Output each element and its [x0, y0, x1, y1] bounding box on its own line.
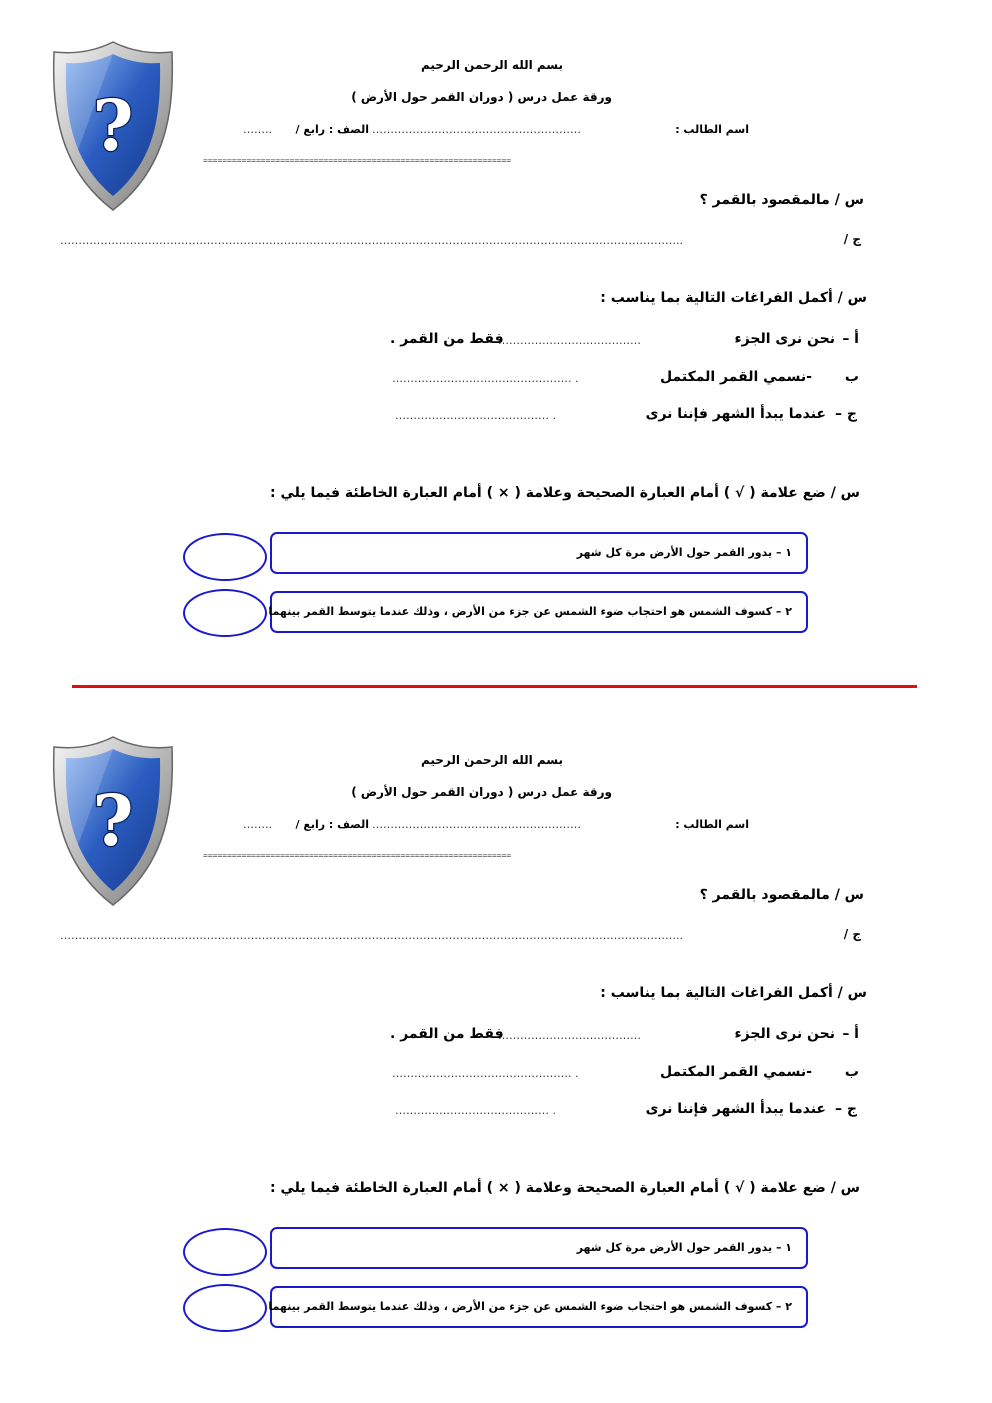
basmala: بسم الله الرحمن الرحيم [420, 753, 564, 767]
q2-c-text: عندما يبدأ الشهر فإننا نرى [645, 406, 826, 422]
red-divider-line [72, 685, 917, 688]
q1-answer-dots[interactable]: …………………………………………………………………………………………………………………………………………………….. [60, 929, 683, 942]
worksheet-bottom [0, 695, 992, 1375]
q1-answer-prefix: ج / [843, 232, 861, 246]
q2-c-prefix: ج – [835, 406, 857, 422]
q1-answer-prefix: ج / [843, 927, 861, 941]
answer-oval-1[interactable] [183, 533, 267, 581]
q2-b-dots[interactable]: …………………………………………. . [392, 1067, 579, 1080]
q2-c-prefix: ج – [835, 1101, 857, 1117]
q1-question: س / مالمقصود بالقمر ؟ [699, 887, 864, 903]
q2-c-dots[interactable]: …………………………………… . [395, 1104, 556, 1117]
worksheet-top [0, 0, 992, 680]
q2-question: س / أكمل الفراغات التالية بما يناسب : [600, 985, 867, 1001]
worksheet-title: ورقة عمل درس ( دوران القمر حول الأرض ) [351, 785, 612, 799]
q2-b-text: -نسمي القمر المكتمل [659, 369, 812, 385]
answer-oval-2[interactable] [183, 589, 267, 637]
statement-text-2: ٢ – كسوف الشمس هو احتجاب ضوء الشمس عن جزء من الأرض ، وذلك عندما يتوسط القمر بينهما [268, 1300, 792, 1313]
q2-b-prefix: ب [844, 369, 859, 385]
class-dots[interactable]: …….. [243, 818, 272, 831]
q2-a-suffix: فقط من القمر . [390, 1026, 504, 1042]
shield-question-glyph: ? [92, 779, 134, 862]
q2-b-dots[interactable]: …………………………………………. . [392, 372, 579, 385]
q2-question: س / أكمل الفراغات التالية بما يناسب : [600, 290, 867, 306]
class-dots[interactable]: …….. [243, 123, 272, 136]
statement-box-1 [270, 532, 808, 574]
q2-a-dots[interactable]: ………………………………… [498, 1029, 641, 1042]
class-label: الصف : رابع / [295, 123, 369, 136]
worksheet-title: ورقة عمل درس ( دوران القمر حول الأرض ) [351, 90, 612, 104]
statement-text-1: ١ – يدور القمر حول الأرض مرة كل شهر [576, 546, 792, 559]
shield-question-glyph: ? [92, 84, 134, 167]
q2-a-text: نحن نرى الجزء [734, 331, 835, 347]
q2-b-text: -نسمي القمر المكتمل [659, 1064, 812, 1080]
q2-a-dots[interactable]: ………………………………… [498, 334, 641, 347]
separator-line: ================================================================ [203, 851, 512, 860]
shield-question-icon [48, 38, 178, 214]
q3-question: س / ضع علامة ( √ ) أمام العبارة الصحيحة وعلامة ( × ) أمام العبارة الخاطئة فيما يلي : [270, 1180, 860, 1196]
q2-a-prefix: أ – [842, 1026, 859, 1042]
statement-box-2 [270, 591, 808, 633]
statement-text-1: ١ – يدور القمر حول الأرض مرة كل شهر [576, 1241, 792, 1254]
statement-text-2: ٢ – كسوف الشمس هو احتجاب ضوء الشمس عن جزء من الأرض ، وذلك عندما يتوسط القمر بينهما [268, 605, 792, 618]
answer-oval-2[interactable] [183, 1284, 267, 1332]
student-name-label: اسم الطالب : [675, 818, 749, 831]
shield-question-icon [48, 733, 178, 909]
student-name-dots[interactable]: ………………………………………………… [372, 818, 581, 831]
answer-oval-1[interactable] [183, 1228, 267, 1276]
q2-a-prefix: أ – [842, 331, 859, 347]
statement-box-1 [270, 1227, 808, 1269]
class-label: الصف : رابع / [295, 818, 369, 831]
q2-b-prefix: ب [844, 1064, 859, 1080]
separator-line: ================================================================ [203, 156, 512, 165]
q1-question: س / مالمقصود بالقمر ؟ [699, 192, 864, 208]
statement-box-2 [270, 1286, 808, 1328]
student-name-dots[interactable]: ………………………………………………… [372, 123, 581, 136]
q2-c-text: عندما يبدأ الشهر فإننا نرى [645, 1101, 826, 1117]
q3-question: س / ضع علامة ( √ ) أمام العبارة الصحيحة وعلامة ( × ) أمام العبارة الخاطئة فيما يلي : [270, 485, 860, 501]
q2-a-suffix: فقط من القمر . [390, 331, 504, 347]
q1-answer-dots[interactable]: …………………………………………………………………………………………………………………………………………………….. [60, 234, 683, 247]
basmala: بسم الله الرحمن الرحيم [420, 58, 564, 72]
student-name-label: اسم الطالب : [675, 123, 749, 136]
q2-c-dots[interactable]: …………………………………… . [395, 409, 556, 422]
q2-a-text: نحن نرى الجزء [734, 1026, 835, 1042]
